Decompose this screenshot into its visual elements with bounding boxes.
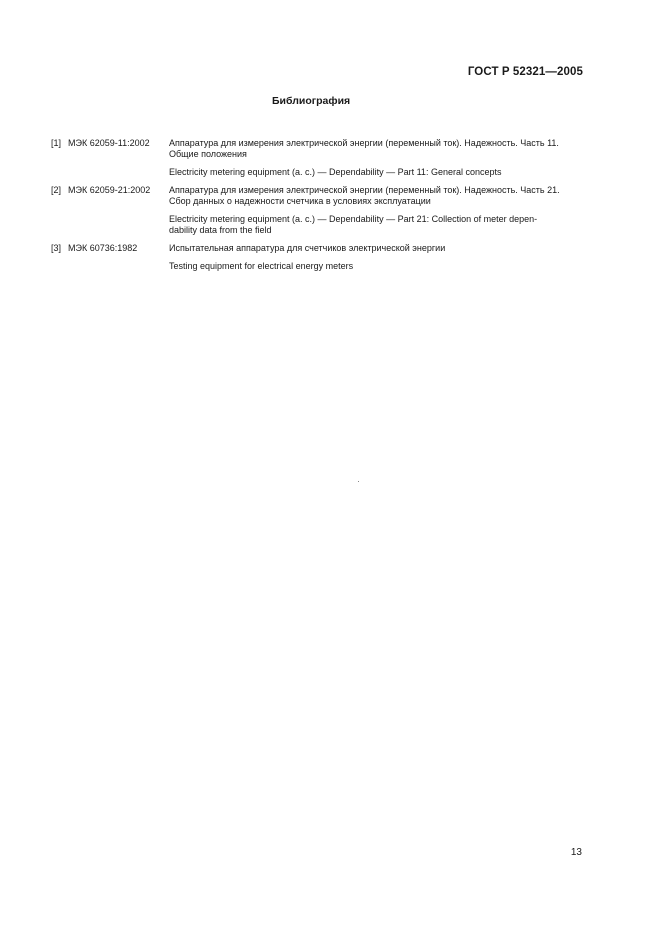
entry-title-en: [169, 167, 581, 178]
entry-title-ru: [169, 185, 581, 207]
entry-texts: [169, 185, 581, 243]
entry-standard-code: МЭК 62059-21:2002: [68, 185, 151, 195]
scan-speck: [358, 481, 359, 482]
entry-number: [3]: [51, 243, 62, 253]
bibliography-entry: [51, 138, 591, 185]
entry-title-ru-line: Аппаратура для измерения электрической энергии (переменный ток). Надежность. Часть 21.: [169, 185, 560, 195]
entry-number: [2]: [51, 185, 62, 195]
entry-texts: [169, 138, 581, 185]
entry-standard-code: МЭК 62059-11:2002: [68, 138, 150, 148]
entry-title-ru: [169, 243, 581, 254]
entry-title-en-line: Electricity metering equipment (a. c.) — Dependability — Part 11: General concepts: [169, 167, 502, 177]
entry-title-ru-line: Аппаратура для измерения электрической энергии (переменный ток). Надежность. Часть 11.: [169, 138, 559, 148]
entry-title-ru: [169, 138, 581, 160]
section-title: Библиография: [272, 95, 351, 107]
document-code: ГОСТ Р 52321—2005: [467, 66, 583, 78]
entry-title-en: [169, 261, 581, 272]
entry-title-en: [169, 214, 581, 236]
entry-texts: [169, 243, 581, 279]
page-number: 13: [570, 847, 582, 858]
entry-title-ru-line: Общие положения: [169, 149, 247, 159]
entry-standard-code: МЭК 60736:1982: [68, 243, 138, 253]
bibliography-entry: [51, 185, 591, 243]
entry-title-en-line: Testing equipment for electrical energy meters: [169, 261, 354, 271]
entry-title-ru-line: Испытательная аппаратура для счетчиков электрической энергии: [169, 243, 446, 253]
bibliography-entry: [51, 243, 591, 279]
entry-title-ru-line: Сбор данных о надежности счетчика в условиях эксплуатации: [169, 196, 431, 206]
entry-title-en-line: dability data from the field: [169, 225, 272, 235]
bibliography-list: [51, 138, 591, 279]
entry-number: [1]: [51, 138, 62, 148]
entry-title-en-line: Electricity metering equipment (a. c.) — Dependability — Part 21: Collection of meter depen-: [169, 214, 538, 224]
